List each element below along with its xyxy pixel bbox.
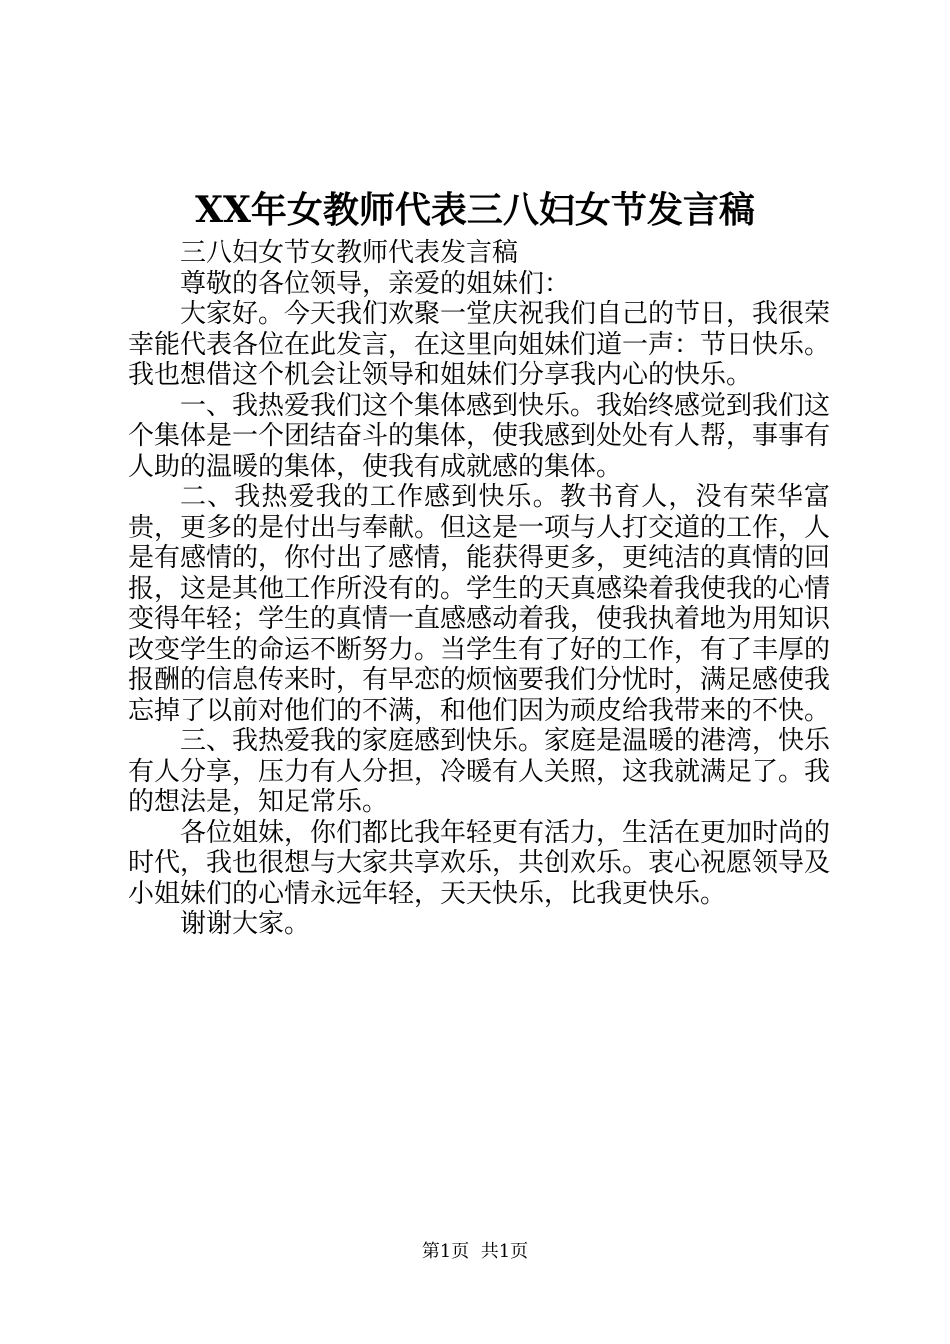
paragraph-subtitle: 三八妇女节女教师代表发言稿 bbox=[180, 238, 519, 268]
paragraph-salutation: 尊敬的各位领导，亲爱的姐妹们： bbox=[180, 268, 571, 299]
document-body bbox=[128, 238, 830, 940]
paragraph-point-three: 三、我热爱我的家庭感到快乐。家庭是温暖的港湾，快乐有人分享，压力有人分担，冷暖有人关照，这我就满足了。我的想法是，知足常乐。 bbox=[128, 726, 831, 817]
paragraph-thanks: 谢谢大家。 bbox=[180, 909, 311, 939]
paragraph-closing-wish: 各位姐妹，你们都比我年轻更有活力，生活在更加时尚的时代，我也很想与大家共享欢乐，共创欢乐。衷心祝愿领导及小姐妹们的心情永远年轻，天天快乐，比我更快乐。 bbox=[128, 817, 831, 909]
paragraph-greeting: 大家好。今天我们欢聚一堂庆祝我们自己的节日，我很荣幸能代表各位在此发言，在这里向姐妹们道一声：节日快乐。我也想借这个机会让领导和姐妹们分享我内心的快乐。 bbox=[128, 299, 831, 390]
paragraph-point-one: 一、我热爱我们这个集体感到快乐。我始终感觉到我们这个集体是一个团结奋斗的集体，使我感到处处有人帮，事事有人助的温暖的集体，使我有成就感的集体。 bbox=[128, 390, 831, 482]
page-number-total: 共1页 bbox=[480, 1241, 529, 1262]
page-number-current: 第1页 bbox=[421, 1241, 470, 1262]
footer-spacer bbox=[469, 1241, 480, 1262]
page-footer bbox=[0, 1240, 950, 1264]
paragraph-point-two: 二、我热爱我的工作感到快乐。教书育人，没有荣华富贵，更多的是付出与奉献。但这是一项与人打交道的工作，人是有感情的，你付出了感情，能获得更多，更纯洁的真情的回报，这是其他工作所没有的。学生的天真感染着我使我的心情变得年轻；学生的真情一直感感动着我，使我执着地为用知识改变学生的命运不断努力。当学生有了好的工作，有了丰厚的报酬的信息传来时，有早恋的烦恼要我们分忧时，满足感使我忘掉了以前对他们的不满，和他们因为顽皮给我带来的不快。 bbox=[128, 482, 831, 726]
document-title: XX年女教师代表三八妇女节发言稿 bbox=[195, 189, 755, 231]
